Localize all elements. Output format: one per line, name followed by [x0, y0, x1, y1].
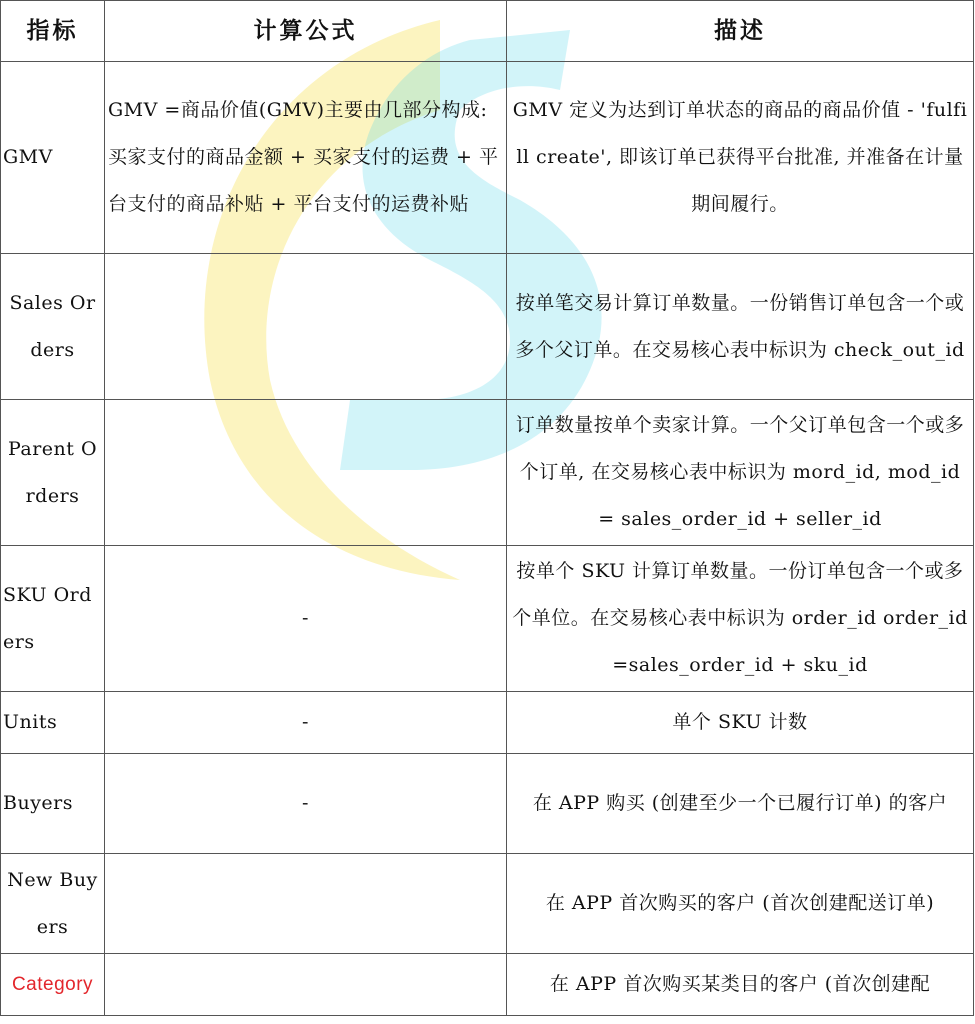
table-header-row — [1, 1, 974, 62]
metric-name: Buyers — [1, 754, 105, 854]
header-metric: 指标 — [1, 1, 105, 62]
metric-name: SKU Orders — [1, 546, 105, 692]
description-text: 按单个 SKU 计算订单数量。一份订单包含一个或多个单位。在交易核心表中标识为 order_id order_id=sales_order_id + sku_id — [507, 546, 974, 692]
description-text: 在 APP 购买 (创建至少一个已履行订单) 的客户 — [507, 754, 974, 854]
description-text: 单个 SKU 计数 — [507, 692, 974, 754]
table-row — [1, 692, 974, 754]
metric-name: New Buyers — [1, 854, 105, 954]
table-row — [1, 62, 974, 254]
description-text: 在 APP 首次购买某类目的客户 (首次创建配 — [507, 954, 974, 1016]
description-text: 按单笔交易计算订单数量。一份销售订单包含一个或多个父订单。在交易核心表中标识为 check_out_id — [507, 254, 974, 400]
formula-text: - — [105, 754, 507, 854]
table-row — [1, 954, 974, 1016]
description-text: GMV 定义为达到订单状态的商品的商品价值 - 'fulfill create', 即该订单已获得平台批准, 并准备在计量期间履行。 — [507, 62, 974, 254]
table-row — [1, 546, 974, 692]
table-row — [1, 754, 974, 854]
table-row — [1, 254, 974, 400]
formula-text: GMV =商品价值(GMV)主要由几部分构成: 买家支付的商品金额 + 买家支付的运费 + 平台支付的商品补贴 + 平台支付的运费补贴 — [105, 62, 507, 254]
formula-text — [105, 400, 507, 546]
metric-name: Units — [1, 692, 105, 754]
metric-name: Sales Orders — [1, 254, 105, 400]
formula-text: - — [105, 692, 507, 754]
formula-text — [105, 954, 507, 1016]
formula-text — [105, 254, 507, 400]
header-description: 描述 — [507, 1, 974, 62]
formula-text: - — [105, 546, 507, 692]
table-row — [1, 400, 974, 546]
header-formula: 计算公式 — [105, 1, 507, 62]
description-text: 在 APP 首次购买的客户 (首次创建配送订单) — [507, 854, 974, 954]
metric-name: Parent Orders — [1, 400, 105, 546]
metric-name: Category — [1, 954, 105, 1016]
table-row — [1, 854, 974, 954]
metric-name: GMV — [1, 62, 105, 254]
description-text: 订单数量按单个卖家计算。一个父订单包含一个或多个订单, 在交易核心表中标识为 mord_id, mod_id = sales_order_id + seller_id — [507, 400, 974, 546]
formula-text — [105, 854, 507, 954]
